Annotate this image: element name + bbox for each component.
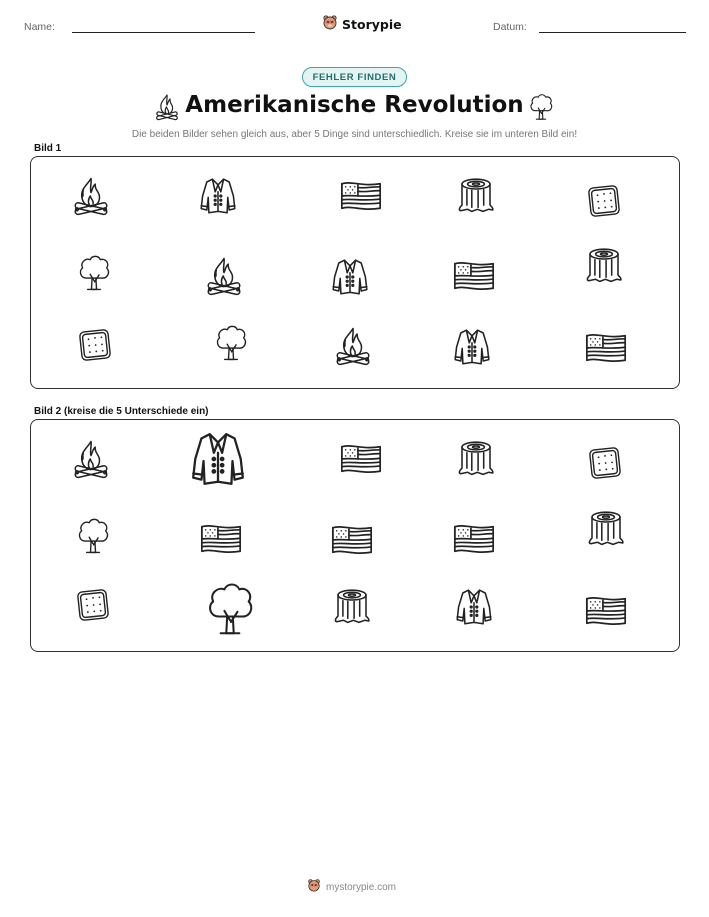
date-line[interactable] xyxy=(539,32,686,33)
american-flag-icon xyxy=(583,330,629,366)
picture2-label: Bild 2 (kreise die 5 Unterschiede ein) xyxy=(34,406,209,417)
colonial-coat-icon xyxy=(197,175,239,217)
colonial-coat-icon xyxy=(451,326,493,368)
tree-icon xyxy=(527,92,555,127)
american-flag-icon[interactable] xyxy=(329,522,375,558)
cracker-icon xyxy=(77,327,113,363)
campfire-icon xyxy=(203,255,245,297)
name-label: Name: xyxy=(24,21,55,33)
colonial-coat-icon xyxy=(329,256,371,298)
category-badge: FEHLER FINDEN xyxy=(302,67,407,87)
american-flag-icon[interactable] xyxy=(583,593,629,629)
tree-icon[interactable] xyxy=(202,578,258,640)
tree-stump-icon[interactable] xyxy=(331,587,373,627)
american-flag-icon[interactable] xyxy=(198,521,244,557)
footer-url: mystorypie.com xyxy=(326,882,397,893)
tree-icon xyxy=(75,252,113,294)
tree-stump-icon[interactable] xyxy=(455,438,497,480)
tree-stump-icon xyxy=(583,246,625,286)
brand-logo xyxy=(322,14,402,35)
storypie-mascot-icon xyxy=(322,14,338,35)
american-flag-icon[interactable] xyxy=(338,441,384,477)
tree-stump-icon[interactable] xyxy=(585,509,627,549)
picture1-label: Bild 1 xyxy=(34,143,62,154)
page-title: Amerikanische Revolution xyxy=(185,92,524,118)
tree-stump-icon xyxy=(455,175,497,217)
colonial-coat-icon[interactable] xyxy=(453,586,495,628)
instructions: Die beiden Bilder sehen gleich aus, aber 5 Dinge sind unterschiedlich. Kreise sie im unteren Bild ein! xyxy=(131,129,578,140)
cracker-icon xyxy=(586,183,622,219)
campfire-icon[interactable] xyxy=(70,438,112,480)
american-flag-icon[interactable] xyxy=(451,521,497,557)
american-flag-icon xyxy=(451,259,497,293)
name-line[interactable] xyxy=(72,32,255,33)
american-flag-icon xyxy=(338,178,384,214)
footer xyxy=(307,878,396,897)
date-label: Datum: xyxy=(493,21,527,33)
cracker-icon[interactable] xyxy=(75,587,111,623)
colonial-coat-icon[interactable] xyxy=(187,427,249,491)
cracker-icon[interactable] xyxy=(587,445,623,481)
campfire-icon xyxy=(70,175,112,217)
storypie-mascot-icon xyxy=(307,878,321,897)
tree-icon xyxy=(212,322,250,364)
brand-name: Storypie xyxy=(342,17,402,32)
campfire-icon xyxy=(332,325,374,367)
tree-icon[interactable] xyxy=(74,515,112,557)
